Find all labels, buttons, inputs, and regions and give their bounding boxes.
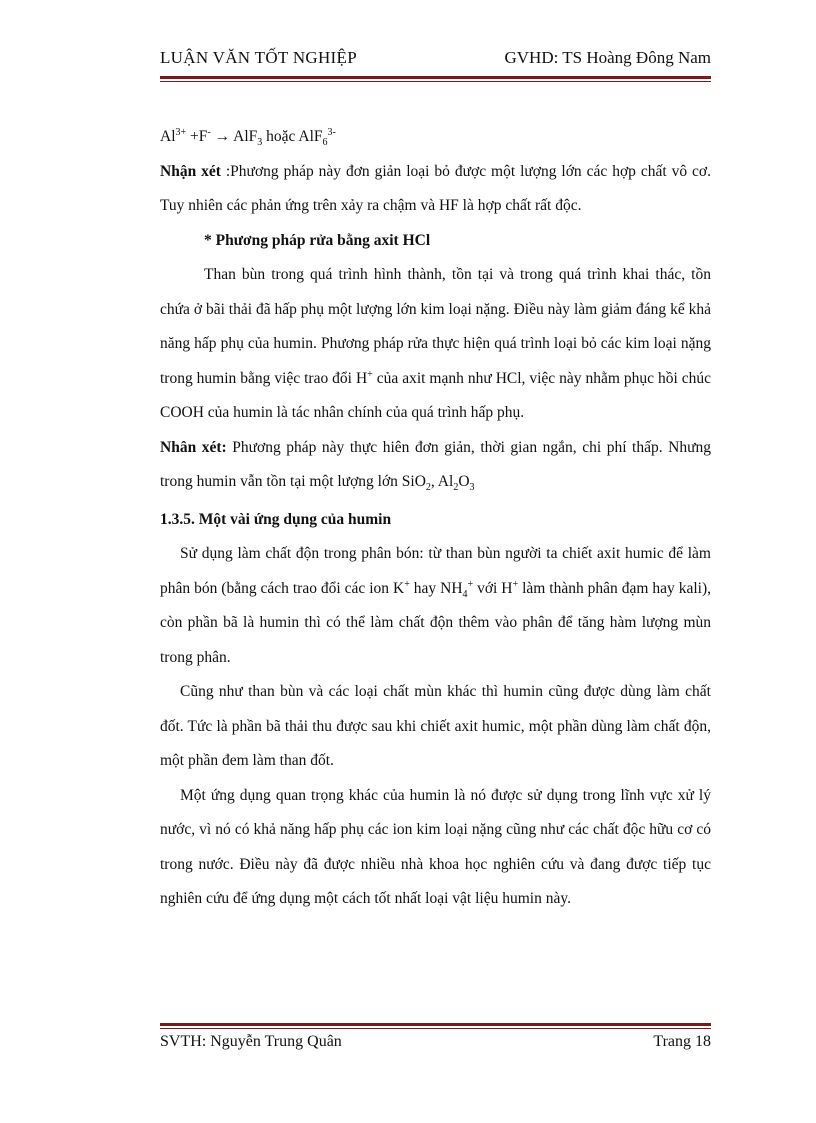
application-paragraph-1: Sử dụng làm chất độn trong phân bón: từ than bùn người ta chiết axit humic để làm phân bón (bằng cách trao đổi các ion K+ hay $NH_4^+$ với H+ làm thành phân đạm hay kali), còn phần bã là humin thì có thể làm chất độn thêm vào phân để tăng hàm lượng mùn trong phân. — [160, 545, 712, 666]
header-supervisor: GVHD: TS Hoàng Đông Nam — [504, 48, 711, 67]
footer-rule-thick — [160, 1023, 711, 1026]
arrow-icon: → — [210, 128, 234, 145]
section-heading: 1.3.5. Một vài ứng dụng của humin — [160, 510, 392, 528]
hcl-method-paragraph: Than bùn trong quá trình hình thành, tồn tại và trong quá trình khai thác, tồn chứa ở bãi thải đã hấp phụ một lượng lớn kim loại nặng. Điều này làm giảm đáng kể khả năng hấp phụ của humin. Phương pháp rửa thực hiện quá trình loại bỏ các kim loại nặng trong humin bằng việc trao đổi H+ của axit mạnh như HCl, việc này nhằm phục hồi chúc COOH của humin là tác nhân chính của quá trình hấp phụ. — [160, 266, 712, 421]
footer-rule-thin — [160, 1028, 711, 1029]
equation-line: $Al^{3+} +F^- \to AlF_3$ hoặc AlF$_6^{3-}$ — [160, 126, 336, 149]
header-rule-thin — [160, 81, 711, 82]
header-rule-thick — [160, 76, 711, 79]
header-title: LUẬN VĂN TỐT NGHIỆP — [160, 48, 357, 67]
remark-paragraph-2: Nhân xét: Phương pháp này thực hiên đơn giản, thời gian ngắn, chi phí thấp. Nhưng trong humin vẫn tồn tại một lượng lớn SiO$_2$, $Al_2O_3$ — [160, 438, 711, 494]
application-paragraph-3: Một ứng dụng quan trọng khác của humin là nó được sử dụng trong lĩnh vực xử lý nước, vì nó có khả năng hấp phụ các ion kim loại nặng cũng như các chất độc hữu cơ có trong nước. Điều này đã được nhiều nhà khoa học nghiên cứu và đang được tiếp tục nghiên cứu để ứng dụng một cách tốt nhất loại vật liệu humin này. — [160, 786, 711, 907]
application-paragraph-2: Cũng như than bùn và các loại chất mùn khác thì humin cũng được dùng làm chất đốt. Tức là phần bã thải thu được sau khi chiết axit humic, một phần dùng làm chất độn, một phần đem làm than đốt. — [160, 683, 711, 769]
page-body — [160, 120, 711, 917]
footer-author: SVTH: Nguyễn Trung Quân — [160, 1033, 342, 1050]
page-footer — [160, 1033, 711, 1057]
page-number: Trang 18 — [653, 1033, 711, 1050]
remark-paragraph-1: Nhận xét :Phương pháp này đơn giản loại bỏ được một lượng lớn các hợp chất vô cơ. Tuy nhiên các phản ứng trên xảy ra chậm và HF là hợp chất rất độc. — [160, 162, 711, 214]
hcl-method-heading: * Phương pháp rửa bằng axit HCl — [204, 231, 431, 249]
page-header — [160, 48, 711, 72]
